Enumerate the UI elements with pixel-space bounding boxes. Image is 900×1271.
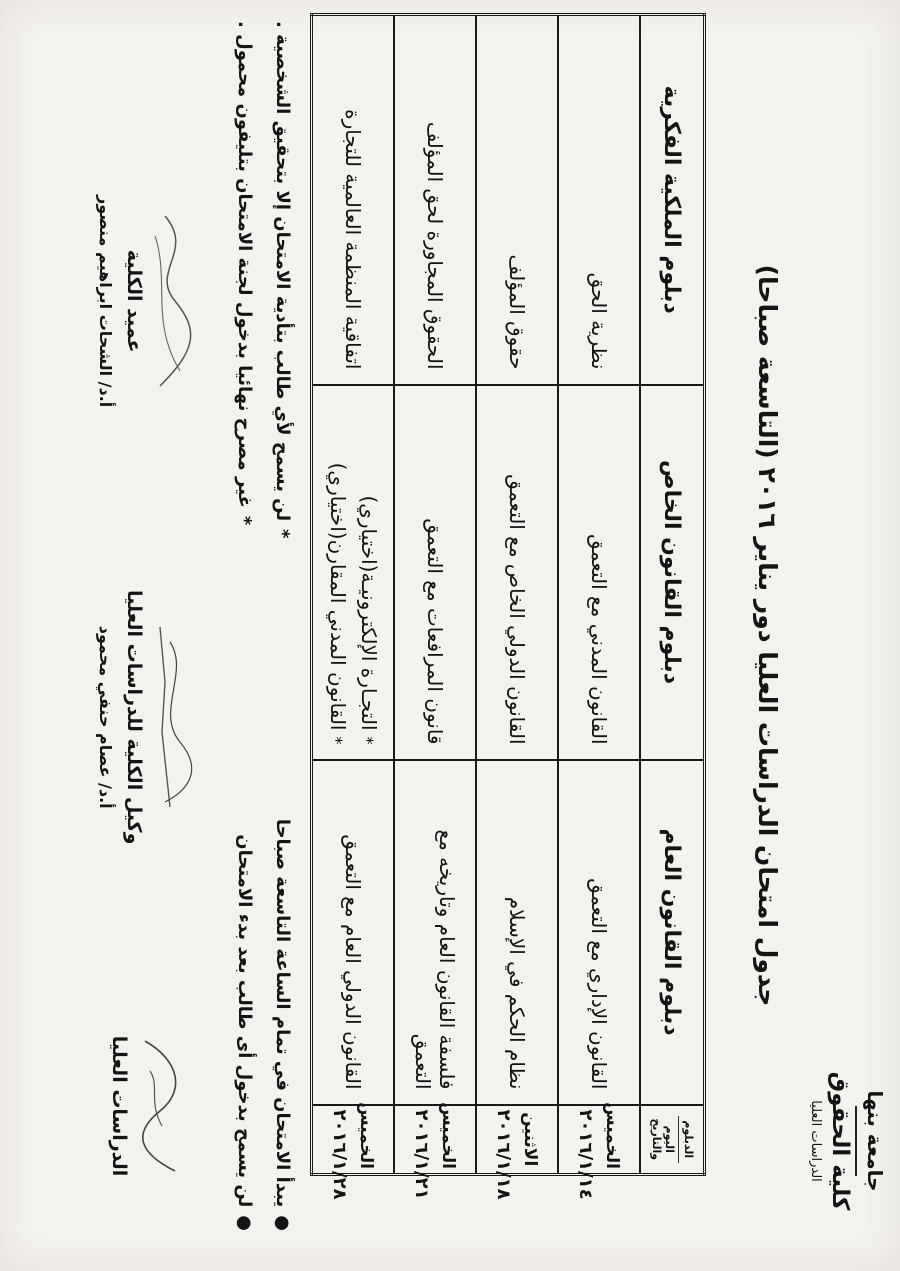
asterisk-icon: *: [358, 736, 377, 745]
day-name: الخميس: [438, 1102, 459, 1169]
bullet-icon: ●: [234, 1215, 256, 1231]
vice-dean-signature: [96, 590, 200, 844]
private-law-subject: القانون الدولي الخاص مع التعمق: [476, 385, 558, 760]
department-name: الدراسات العليا: [807, 1100, 823, 1182]
note-item: [235, 21, 256, 525]
handwritten-signature-icon: [145, 622, 200, 812]
signatory-name: أ.د/ الشحات ابراهيم منصور: [96, 195, 115, 408]
notes-row: [264, 21, 302, 1231]
public-law-subject: القانون الإداري مع التعمق: [558, 760, 640, 1105]
header-day-date: [640, 1105, 705, 1175]
private-law-subject: قانون المرافعات مع التعمق: [394, 385, 476, 760]
day-date-cell: [476, 1105, 558, 1200]
ip-subject: حقوق المؤلف: [476, 15, 558, 385]
asterisk-icon: *: [272, 529, 294, 539]
table-row: [476, 15, 558, 1175]
asterisk-icon: *: [234, 515, 256, 526]
elective-option: [353, 400, 384, 745]
note-item: [273, 819, 294, 1231]
table-header-row: [640, 15, 705, 1175]
table-row: [394, 15, 476, 1175]
exam-notes: [226, 21, 302, 1231]
public-law-subject: فلسفة القانون العام وتاريخه مع التعمق: [394, 760, 476, 1105]
private-law-subject: [312, 385, 395, 760]
public-law-subject: نظام الحكم في الإسلام: [476, 760, 558, 1105]
bullet-icon: ●: [272, 1215, 294, 1231]
handwritten-signature-icon: [130, 1031, 190, 1181]
notes-row: [226, 21, 264, 1231]
header-private-law: دبلوم القانون الخاص: [640, 385, 705, 760]
signatory-name: أ.د/ عصام حنفي محمود: [96, 625, 115, 809]
elective-label: التجـارة الإلكترونيـة(اختياري): [357, 495, 381, 731]
header-intellectual-property: دبلوم الملكية الفكرية: [640, 15, 705, 385]
faculty-name: كلية الحقوق: [827, 1071, 853, 1211]
day-name: الخميس: [356, 1102, 377, 1169]
note-text: غير مصرح نهائيا بدخول لجنة الامتحان بتليفون محمول .: [234, 21, 256, 508]
letterhead-divider: [855, 1106, 857, 1176]
signatory-title: وكيل الكلية للدراسات العليا: [123, 590, 145, 845]
day-date-cell: [558, 1102, 640, 1200]
studies-office-signature: [108, 1031, 190, 1181]
exam-date: ٢٠١٦/١/٢٨: [329, 1109, 351, 1200]
ip-subject: الحقوق المجاورة لحق المؤلف: [394, 15, 476, 385]
table-row: [312, 15, 395, 1175]
elective-label: القانون المدني المقارن(اختياري): [326, 462, 350, 731]
exam-date: ٢٠١٦/١/١٤: [575, 1109, 597, 1200]
ip-subject: اتفاقية المنظمة العالمية للتجارة: [312, 15, 395, 385]
day-name: الاثنين: [520, 1112, 541, 1167]
exam-date: ٢٠١٦/١/٢١: [411, 1109, 433, 1200]
signatures-block: [50, 0, 200, 1271]
header-diagonal-line: [678, 1116, 679, 1163]
signatory-title: الدراسات العليا: [108, 1035, 130, 1177]
note-text: لن يسمح لأي طالب بتأدية الامتحان إلا بتحقيق الشخصية .: [272, 21, 294, 522]
dean-signature: [96, 195, 200, 407]
exam-schedule-table: [310, 13, 706, 1200]
day-date-cell: [394, 1102, 476, 1200]
asterisk-icon: *: [327, 736, 346, 745]
public-law-subject: القانون الدولي العام مع التعمق: [312, 760, 395, 1105]
header-diploma-label: الدبلوم: [682, 1120, 696, 1159]
private-law-subject: القانون المدني مع التعمق: [558, 385, 640, 760]
handwritten-signature-icon: [145, 211, 200, 391]
elective-option: [322, 400, 353, 745]
day-name: الخميس: [602, 1102, 623, 1169]
table-row: [558, 15, 640, 1175]
note-item: [273, 21, 294, 539]
header-public-law: دبلوم القانون العام: [640, 760, 705, 1105]
document-title: جدول امتحان الدراسات العليا دور يناير ٢٠١٦ (التاسعة صباحا): [753, 264, 782, 1007]
university-name: جامعة بنها: [863, 1090, 887, 1192]
signatory-title: عميد الكلية: [123, 249, 145, 353]
header-day-date-label: اليوم والتاريخ: [649, 1118, 677, 1161]
day-date-cell: [312, 1102, 395, 1200]
ip-subject: نظرية الحق: [558, 15, 640, 385]
exam-date: ٢٠١٦/١/١٨: [493, 1109, 515, 1200]
note-item: [235, 834, 256, 1231]
note-text: لن يسمح بدخول أى طالب بعد بدء الامتحان: [234, 834, 256, 1208]
note-text: يبدأ الامتحان في تمام الساعة التاسعة صباحا: [272, 818, 294, 1208]
letterhead: [806, 1041, 888, 1241]
